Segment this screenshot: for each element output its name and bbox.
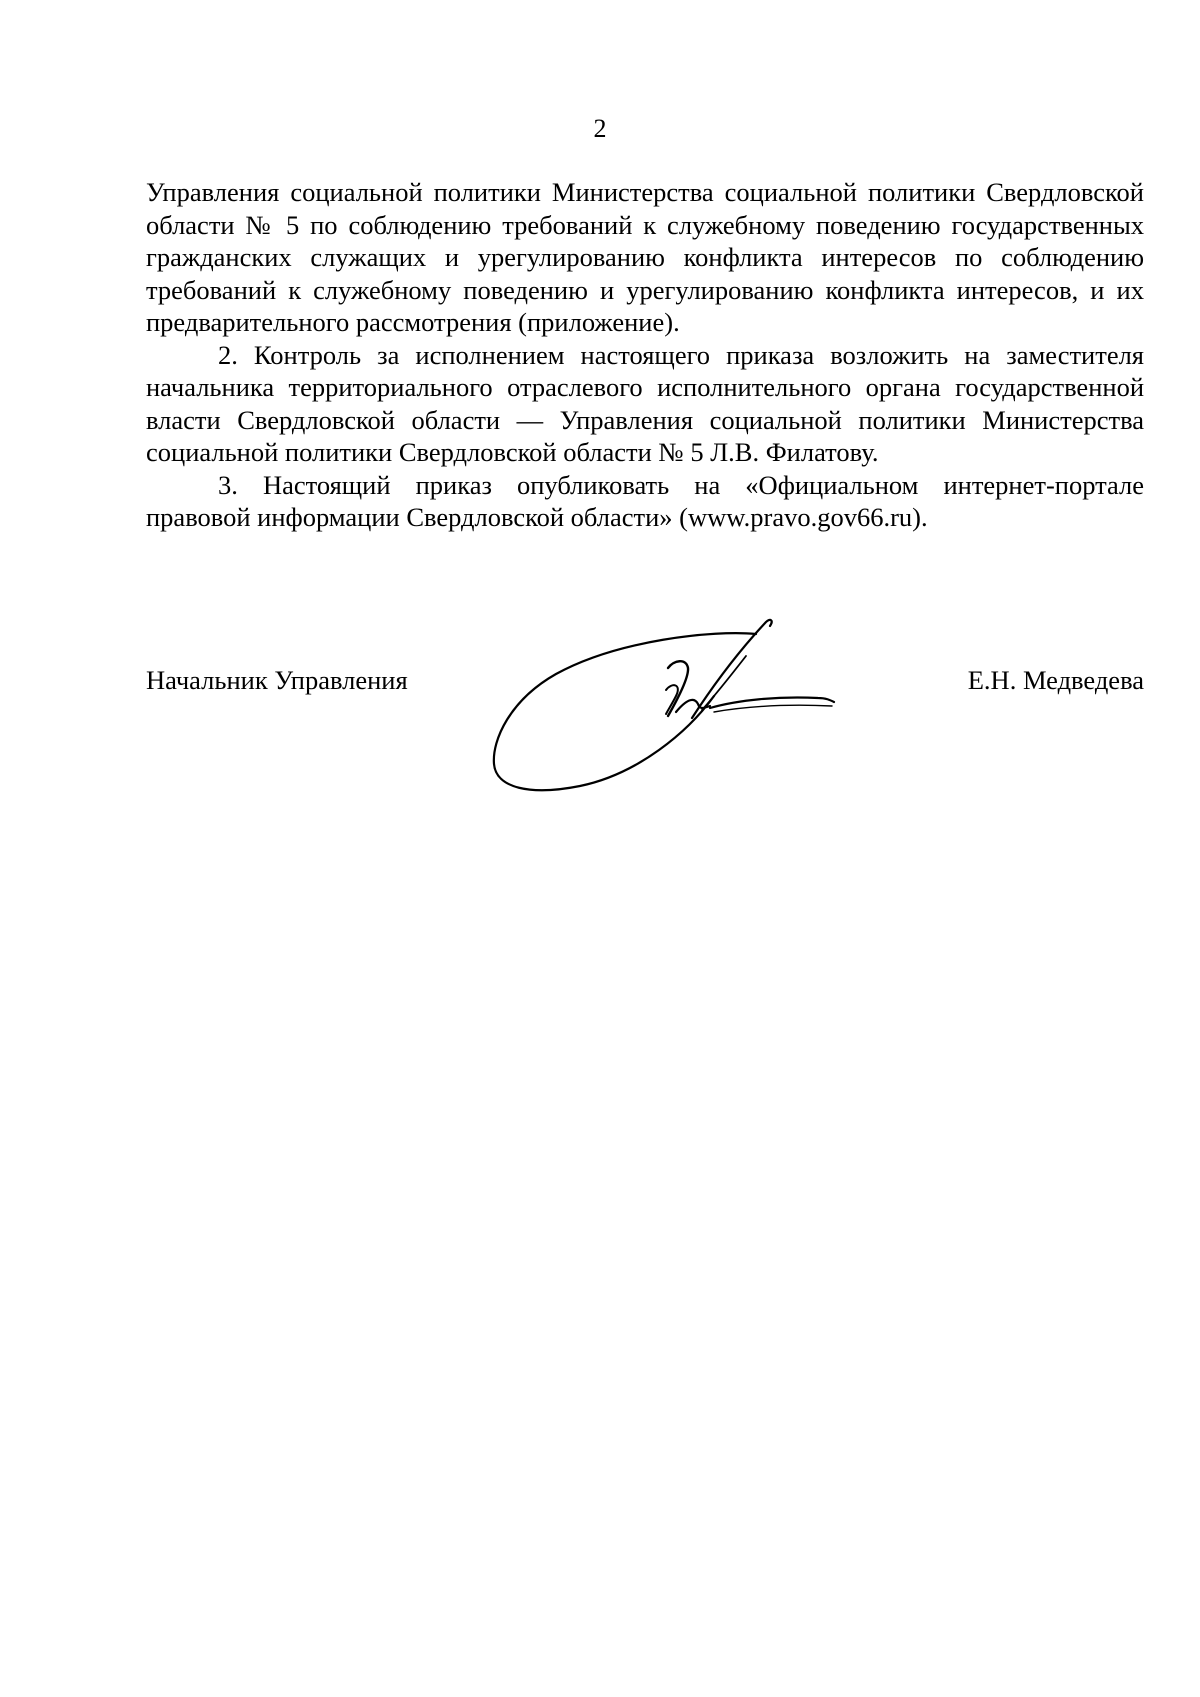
handwritten-signature: [488, 612, 868, 802]
paragraph-publication-clause: 3. Настоящий приказ опубликовать на «Официальном интернет-портале правовой информации Свердловской области» (www.pravo.gov66.ru).: [146, 469, 1144, 532]
document-body: [146, 176, 1144, 534]
signatory-name: Е.Н. Медведева: [967, 665, 1144, 695]
page-number: 2: [593, 114, 607, 143]
signatory-position: Начальник Управления: [146, 665, 408, 695]
paragraph-control-clause: 2. Контроль за исполнением настоящего приказа возложить на заместителя начальника территориального отраслевого исполнительного органа государственной власти Свердловской области — Управления социальной политики Министерства социальной политики Свердловской области № 5 Л.В. Филатову.: [146, 339, 1144, 467]
paragraph-continuation: Управления социальной политики Министерства социальной политики Свердловской области № 5 по соблюдению требований к служебному поведению государственных гражданских служащих и урегулированию конфликта интересов по соблюдению требований к служебному поведению и урегулированию конфликта интересов, и их предварительного рассмотрения (приложение).: [146, 177, 1144, 337]
